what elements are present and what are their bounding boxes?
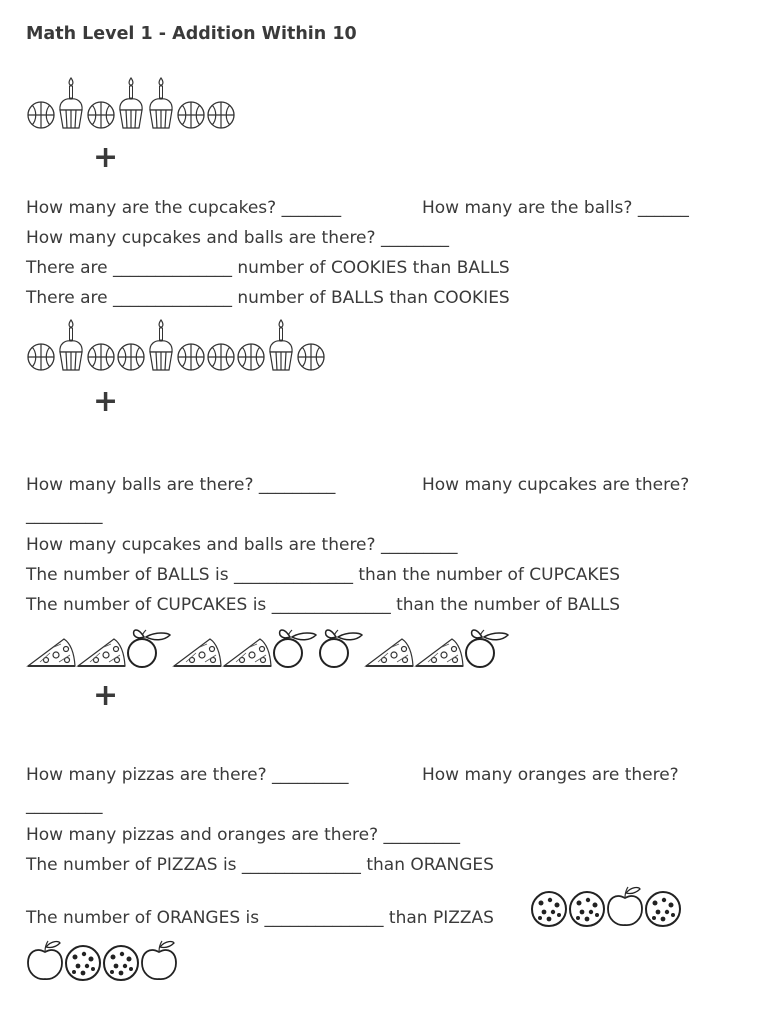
question-balls-count: How many are the balls? ______: [422, 198, 689, 218]
basketball-icon: [86, 98, 116, 130]
orange-icon: [272, 625, 318, 669]
basketball-icon: [86, 340, 116, 372]
pizza-slice-icon: [222, 635, 272, 669]
picture-row-5: [26, 938, 178, 982]
question-total: How many pizzas and oranges are there? _________: [26, 825, 461, 845]
basketball-icon: [206, 340, 236, 372]
apple-icon: [26, 938, 64, 982]
cookie-icon: [568, 890, 606, 928]
cupcake-icon: [146, 76, 176, 130]
answer-blank: _________: [26, 505, 103, 525]
basketball-icon: [116, 340, 146, 372]
plus-sign: +: [93, 384, 119, 419]
question-balls-count: How many balls are there? _________: [26, 475, 336, 495]
basketball-icon: [26, 98, 56, 130]
basketball-icon: [176, 98, 206, 130]
answer-blank: _________: [26, 795, 103, 815]
question-cupcakes-count: How many are the cupcakes? _______: [26, 198, 342, 218]
basketball-icon: [206, 98, 236, 130]
basketball-icon: [176, 340, 206, 372]
question-total: How many cupcakes and balls are there? _________: [26, 535, 458, 555]
cookie-icon: [64, 944, 102, 982]
question-compare-balls: The number of BALLS is ______________ than the number of CUPCAKES: [26, 565, 621, 585]
question-compare-balls: There are ______________ number of BALLS than COOKIES: [26, 288, 510, 308]
apple-icon: [606, 884, 644, 928]
cupcake-icon: [146, 318, 176, 372]
picture-row-2: [26, 318, 326, 372]
basketball-icon: [296, 340, 326, 372]
pizza-slice-icon: [414, 635, 464, 669]
cupcake-icon: [266, 318, 296, 372]
cookie-icon: [644, 890, 682, 928]
orange-icon: [126, 625, 172, 669]
picture-row-1: [26, 76, 236, 130]
cupcake-icon: [56, 318, 86, 372]
question-cupcakes-count: How many cupcakes are there?: [422, 475, 690, 495]
orange-icon: [318, 625, 364, 669]
cookie-icon: [102, 944, 140, 982]
question-compare-oranges: The number of ORANGES is ______________ than PIZZAS: [26, 908, 494, 928]
picture-row-4: [530, 884, 682, 928]
picture-row-3: [26, 625, 510, 669]
apple-icon: [140, 938, 178, 982]
page-title: Math Level 1 - Addition Within 10: [26, 24, 357, 44]
question-total: How many cupcakes and balls are there? ________: [26, 228, 449, 248]
question-compare-cookies: There are ______________ number of COOKIES than BALLS: [26, 258, 510, 278]
cookie-icon: [530, 890, 568, 928]
pizza-slice-icon: [172, 635, 222, 669]
basketball-icon: [236, 340, 266, 372]
basketball-icon: [26, 340, 56, 372]
question-compare-cupcakes: The number of CUPCAKES is ______________ than the number of BALLS: [26, 595, 621, 615]
cupcake-icon: [116, 76, 146, 130]
cupcake-icon: [56, 76, 86, 130]
pizza-slice-icon: [76, 635, 126, 669]
question-compare-pizzas: The number of PIZZAS is ______________ than ORANGES: [26, 855, 494, 875]
pizza-slice-icon: [364, 635, 414, 669]
question-pizzas-count: How many pizzas are there? _________: [26, 765, 349, 785]
plus-sign: +: [93, 678, 119, 713]
question-oranges-count: How many oranges are there?: [422, 765, 679, 785]
pizza-slice-icon: [26, 635, 76, 669]
plus-sign: +: [93, 140, 119, 175]
orange-icon: [464, 625, 510, 669]
